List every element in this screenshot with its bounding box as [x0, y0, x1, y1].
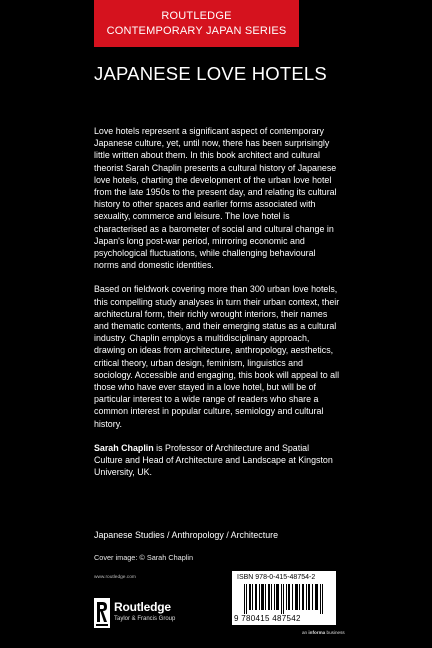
blurb-paragraph: Love hotels represent a significant aspect of contemporary Japanese culture, yet, until now, there has been surprisingly little written about them. In this book architect and cultural theorist Sarah Chaplin presents a cultural history of Japanese love hotels, charting the development of the urban love hotel from the late 1950s to the present day, and relating its cultural history to other spaces and earlier forms associated with sexuality, commerce and leisure. The love hotel is characterised as a barometer of social and cultural change in Japan's long post-war period, mirroring economic and psychological fluctuations, while challenging behavioural norms and domestic identities. [94, 126, 337, 271]
blurb [94, 125, 340, 490]
book-title: JAPANESE LOVE HOTELS [94, 63, 327, 84]
informa-prefix: an [302, 630, 309, 635]
publisher-website: www.routledge.com [94, 575, 136, 580]
blurb-paragraph: Based on fieldwork covering more than 300 urban love hotels, this compelling study analyses in turn their urban context, their architectural form, their richly wrought interiors, their names and thematic contents, and their emerging status as a cultural industry. Chaplin employs a multidisciplinary approach, drawing on ideas from architecture, anthropology, aesthetics, critical theory, urban design, feminism, linguistics and sociology. Accessible and engaging, this book will appeal to all those who have ever stayed in a love hotel, but will be of particular interest to a wide range of readers who share a common interest in popular culture, semiology and cultural history. [94, 284, 340, 429]
publisher-subtitle: Taylor & Francis Group [114, 616, 176, 622]
series-publisher: ROUTLEDGE [161, 10, 232, 22]
barcode [232, 571, 336, 625]
barcode-icon [238, 584, 330, 614]
informa-brand: informa [308, 630, 326, 635]
isbn-label: ISBN 978-0-415-48754-2 [237, 574, 316, 581]
series-name: CONTEMPORARY JAPAN SERIES [106, 25, 287, 37]
series-banner [94, 0, 299, 47]
routledge-logo-icon [94, 598, 110, 628]
informa-note [302, 630, 345, 635]
publisher-name: Routledge [114, 600, 171, 614]
publisher-logo [94, 598, 184, 630]
subject-categories: Japanese Studies / Anthropology / Architecture [94, 530, 279, 540]
author-bio [94, 442, 340, 479]
cover-credit: Cover image: © Sarah Chaplin [94, 553, 194, 562]
barcode-digits: 9 780415 487542 [234, 614, 301, 623]
author-bio-text: is Professor of Architecture and Spatial Culture and Head of Architecture and Landscape at Kingston University, UK. [94, 442, 333, 478]
informa-suffix: business [325, 630, 345, 635]
author-name: Sarah Chaplin [94, 442, 154, 453]
